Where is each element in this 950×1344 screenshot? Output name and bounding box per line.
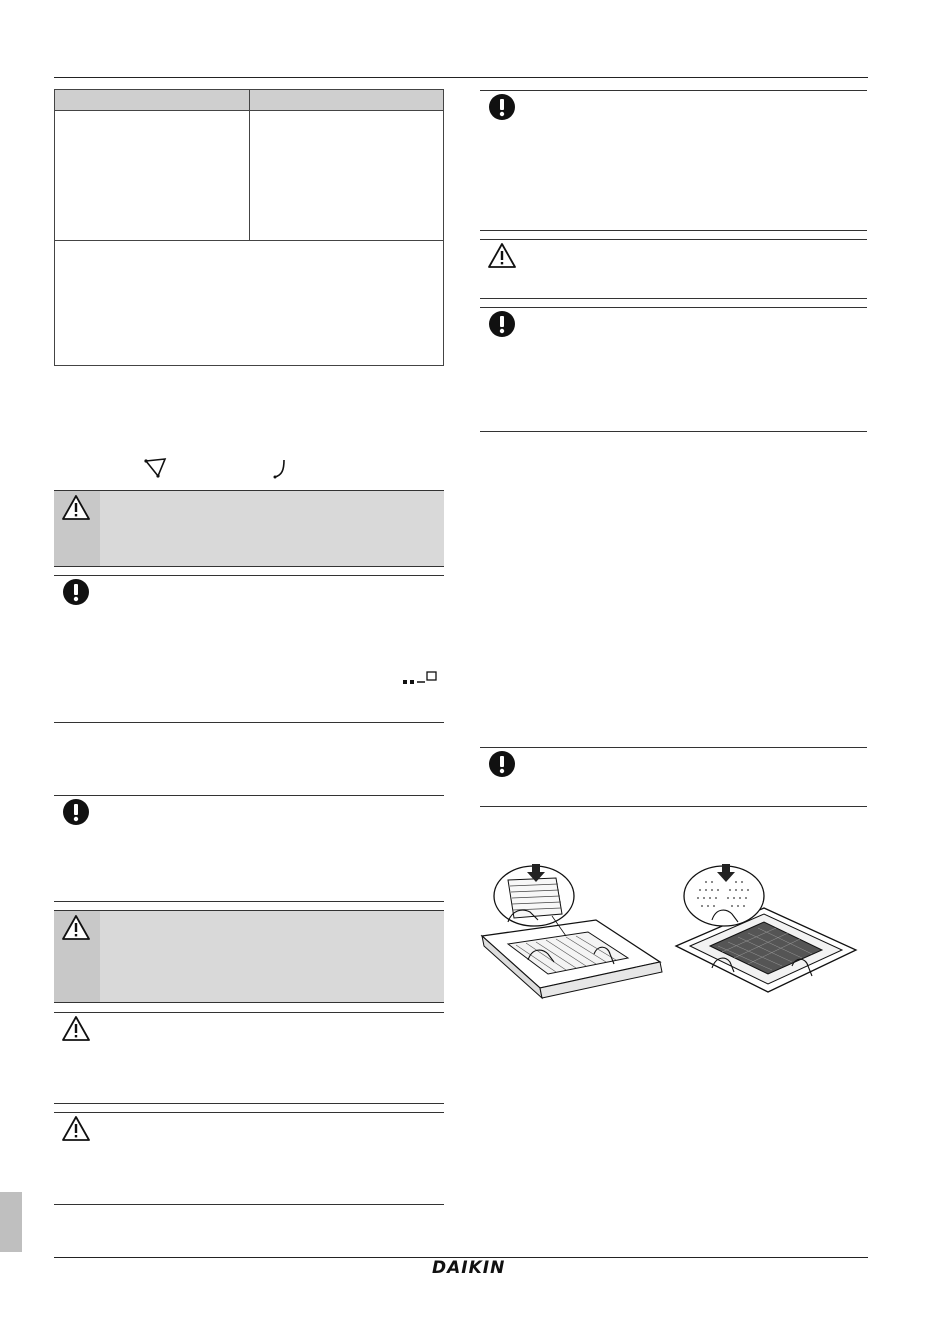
filter-install-illustration-right (672, 850, 858, 1000)
exclamation-circle-icon (62, 578, 90, 606)
important-1-bottom-rule (54, 722, 444, 723)
warning-2-bottom-rule (54, 1002, 444, 1003)
important-r1-bottom-rule (480, 230, 867, 231)
warning-1-bottom-rule (54, 566, 444, 567)
filter-symbol-icon (143, 456, 169, 480)
warning-triangle-icon (62, 1115, 90, 1143)
important-r3-top-rule (480, 747, 867, 748)
warning-3-bottom-rule (54, 1103, 444, 1104)
important-1-top-rule (54, 575, 444, 576)
connector-symbol-icon (403, 670, 441, 686)
important-r3-bottom-rule (480, 806, 867, 807)
exclamation-circle-icon (488, 310, 516, 338)
warning-2-band (54, 911, 444, 1002)
important-r1-top-rule (480, 90, 867, 91)
warning-4-bottom-rule (54, 1204, 444, 1205)
important-2-bottom-rule (54, 901, 444, 902)
exclamation-circle-icon (488, 93, 516, 121)
exclamation-circle-icon (62, 798, 90, 826)
info-table-col-divider-header (249, 89, 250, 241)
hook-symbol-icon (272, 458, 288, 480)
exclamation-circle-icon (488, 750, 516, 778)
important-r2-bottom-rule (480, 431, 867, 432)
header-rule (54, 77, 868, 78)
warning-r1-bottom-rule (480, 298, 867, 299)
warning-3-top-rule (54, 1012, 444, 1013)
important-r2-top-rule (480, 307, 867, 308)
warning-triangle-icon (62, 914, 90, 942)
daikin-logo: DAIKIN (432, 1258, 506, 1278)
info-table-row-divider (54, 240, 444, 241)
language-side-tab (0, 1192, 22, 1252)
filter-install-illustration-left (478, 850, 664, 1000)
warning-1-band (54, 491, 444, 566)
warning-triangle-icon (488, 242, 516, 270)
warning-4-top-rule (54, 1112, 444, 1113)
important-2-top-rule (54, 795, 444, 796)
warning-triangle-icon (62, 1015, 90, 1043)
warning-triangle-icon (62, 494, 90, 522)
warning-r1-top-rule (480, 239, 867, 240)
